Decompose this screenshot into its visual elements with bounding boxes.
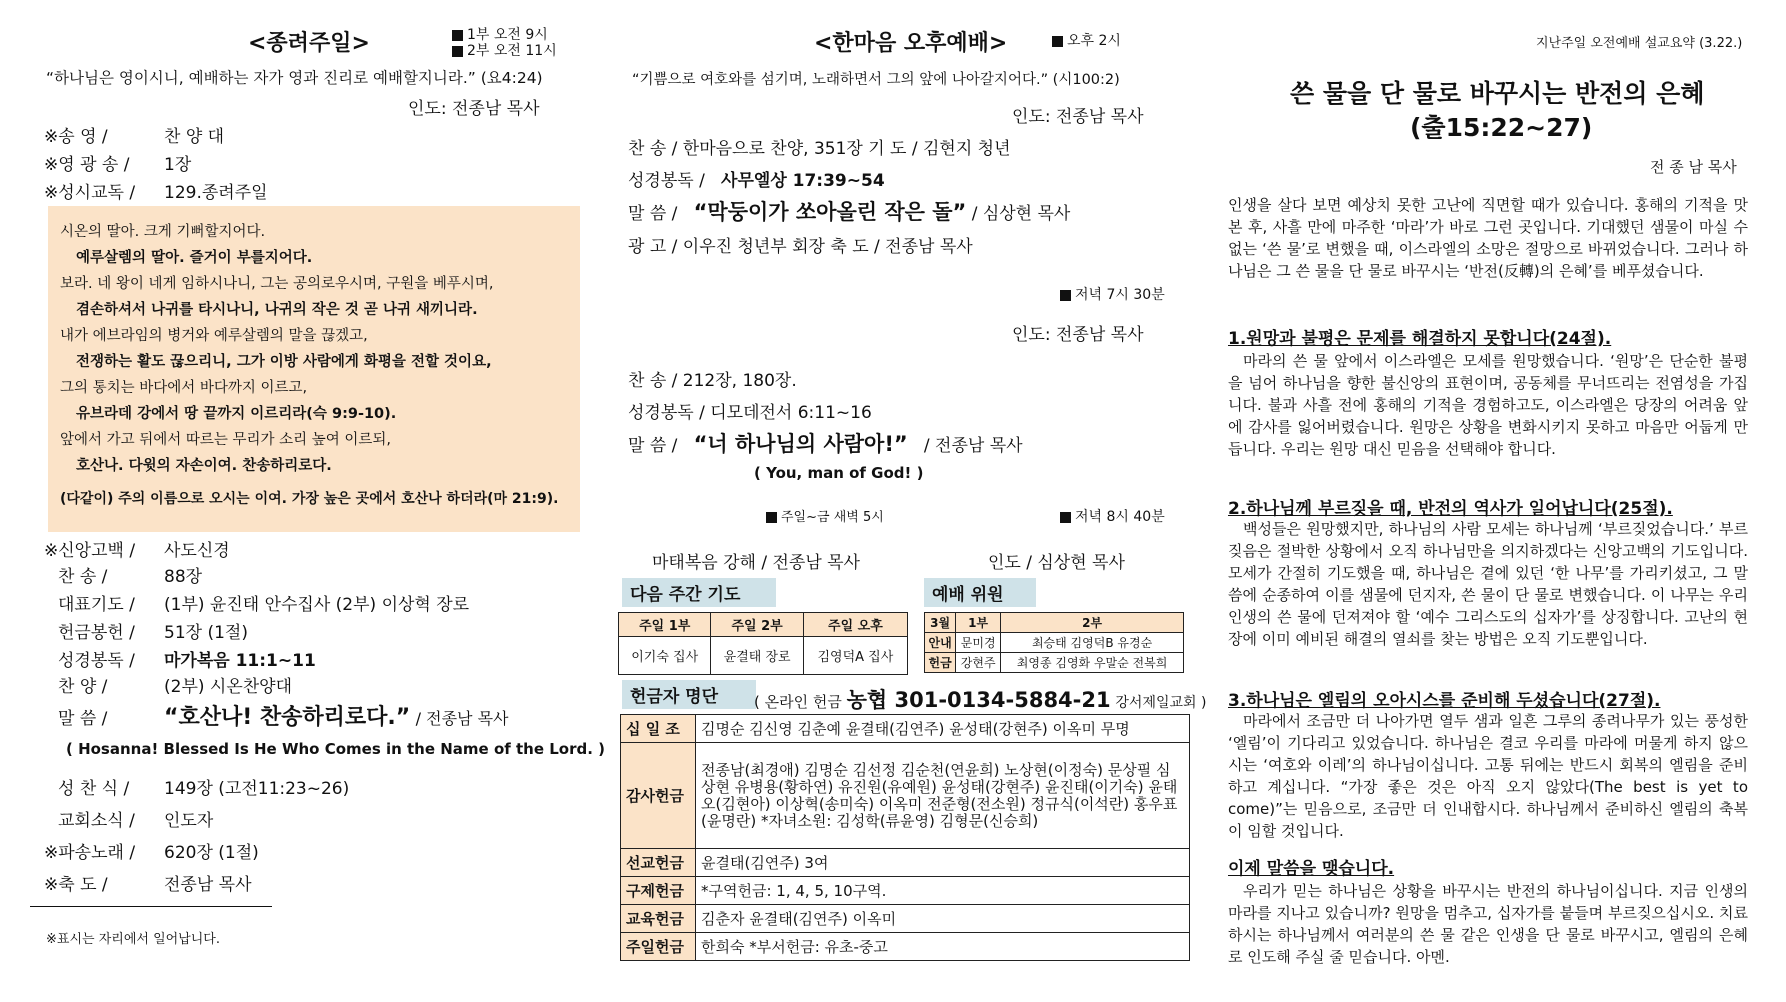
order-item: ※파송노래 / 620장 (1절): [44, 843, 259, 863]
reading-line: 예루살렘의 딸아. 즐거이 부를지어다.: [76, 250, 313, 266]
offering-kind: 구제헌금: [621, 877, 696, 905]
sermon-english: ( Hosanna! Blessed Is He Who Comes in the Name of the Lord. ): [66, 740, 606, 758]
committee-head: 1부: [956, 613, 1001, 633]
offering-names: *구역헌금: 1, 4, 5, 10구역.: [696, 877, 1190, 905]
order-item: 성경봉독 / 마가복음 11:1~11: [58, 651, 316, 671]
offering-kind: 선교헌금: [621, 849, 696, 877]
left-title: <종려주일>: [248, 31, 370, 56]
footnote-divider: [30, 906, 272, 907]
bullet-square-icon: [452, 30, 463, 41]
prayer-cell: 김영덕A 집사: [803, 637, 907, 675]
order-item: ※성시교독 / 129.종려주일: [44, 183, 268, 203]
summary-intro: 인생을 살다 보면 예상치 못한 고난에 직면할 때가 있습니다. 홍해의 기적을 맛본 후, 사흘 만에 마주한 ‘마라’가 바로 그런 곳입니다. 기대했던 샘물이 마실 수 없는 ‘쓴 물’로 변했을 때, 이스라엘의 소망은 절망으로 바뀌었습니다. 그러나 하나님은 그 쓴 물을 단 물로 바꾸시는 ‘반전(反轉)의 은혜’를 베푸셨습니다.: [1228, 196, 1748, 280]
section-paragraph: 우리가 믿는 하나님은 상황을 바꾸시는 반전의 하나님이십니다. 지금 인생의 마라를 지나고 있습니까? 원망을 멈추고, 십자가를 붙들며 부르짖으십시오. 치료하시는 하나님께서 여러분의 쓴 물 같은 인생을 단 물로 바꾸시고, 엘림의 은혜로 인도해 주실 줄 믿습니다. 아멘.: [1228, 882, 1748, 966]
mid-verse: “기쁨으로 여호와를 섬기며, 노래하면서 그의 앞에 나아갈지어다.” (시100:2): [632, 72, 1120, 88]
summary-header: 지난주일 오전예배 설교요약 (3.22.): [1536, 36, 1743, 51]
section-paragraph: 마라에서 조금만 더 나아가면 열두 샘과 일흔 그루의 종려나무가 있는 풍성한 ‘엘림’이 기다리고 있었습니다. 하나님은 결코 우리를 마라에 머물게 하지 않으시는 ‘여호와 이레’의 하나님이십니다. 고통 뒤에는 반드시 회복의 엘림을 준비하고 계십니다. “가장 좋은 것은 아직 오지 않았다(The best is yet to come)”는 믿음으로, 조금만 더 인내합시다. 하나님께서 준비하신 엘림의 축복이 임할 것입니다.: [1228, 712, 1748, 840]
afternoon-row: 광 고 / 이우진 청년부 회장 축 도 / 전종남 목사: [628, 237, 973, 257]
section-paragraph: 마라의 쓴 물 앞에서 이스라엘은 모세를 원망했습니다. ‘원망’은 단순한 불평을 넘어 하나님을 향한 불신앙의 표현이며, 공동체를 무너뜨리는 전염성을 가집니다. 불과 사흘 전에 홍해의 기적을 경험하고도, 이스라엘은 당장의 어려움 앞에 감사를 잃어버렸습니다. 원망은 상황을 변화시키지 못하고 마음만 어둡게 만듭니다. 우리는 원망 대신 믿음을 선택해야 합니다.: [1228, 352, 1748, 458]
offering-kind: 주일헌금: [621, 933, 696, 961]
offering-kind: 감사헌금: [621, 743, 696, 849]
afternoon-sermon-row: 말 씀 / “막둥이가 쏘아올린 작은 돌” / 심상현 목사: [628, 200, 1071, 224]
committee-head: 3월: [925, 613, 956, 633]
committee-table: [924, 612, 1184, 673]
sunday-worship-column: [0, 0, 606, 1002]
committee-cell: 최승태 김영덕B 유경순: [1001, 633, 1184, 653]
section-heading: 이제 말씀을 맺습니다.: [1228, 859, 1395, 879]
order-item: 찬 양 / (2부) 시온찬양대: [58, 677, 293, 697]
bullet-square-icon: [452, 46, 463, 57]
reading-line: (다같이) 주의 이름으로 오시는 이여. 가장 높은 곳에서 호산나 하더라(마 21:9).: [60, 491, 559, 507]
bullet-square-icon: [766, 512, 777, 523]
dawn-time: 주일~금 새벽 5시: [766, 506, 884, 525]
section-paragraph: 백성들은 원망했지만, 하나님의 사람 모세는 하나님께 ‘부르짖었습니다.’ 부르짖음은 절박한 상황에서 오직 하나님만을 의지하겠다는 신앙고백의 기도입니다. 모세가 간절히 기도했을 때, 하나님은 곁에 있던 ‘한 나무’를 가리키셨고, 그 말씀에 순종하여 이를 샘물에 던지자, 쓴 물이 단 물로 변했습니다. 이 나무는 우리 인생의 쓴 물에 던져져야 할 ‘예수 그리스도의 십자가’를 상징합니다. 고난의 현장에 이미 예비된 해결의 열쇠를 찾는 방법은 오직 기도뿐입니다.: [1228, 520, 1748, 648]
section-heading: 1.원망과 불평은 문제를 해결하지 못합니다(24절).: [1228, 329, 1612, 349]
summary-title: 쓴 물을 단 물로 바꾸시는 반전의 은혜: [1290, 79, 1705, 108]
sermon-row: 말 씀 / “호산나! 찬송하리로다.” / 전종남 목사: [58, 705, 509, 730]
order-item: 찬 송 / 88장: [58, 567, 203, 587]
responsive-reading-box: [48, 206, 580, 532]
evening-leader: 인도: 전종남 목사: [1012, 325, 1144, 345]
order-item: ※영 광 송 / 1장: [44, 155, 192, 175]
prayer-cell: 윤결태 장로: [711, 637, 803, 675]
evening-time: 저녁 7시 30분: [1060, 284, 1165, 304]
night-service: 인도 / 심상현 목사: [988, 553, 1125, 573]
evening-row: 성경봉독 / 디모데전서 6:11~16: [628, 403, 872, 423]
committee-cell: 문미경: [956, 633, 1001, 653]
afternoon-row: 찬 송 / 한마음으로 찬양, 351장 기 도 / 김현지 청년: [628, 139, 1011, 159]
committee-head: 2부: [1001, 613, 1184, 633]
section-heading: 2.하나님께 부르짖을 때, 반전의 역사가 일어납니다(25절).: [1228, 499, 1673, 519]
sermon-title: “호산나! 찬송하리로다.”: [164, 705, 411, 730]
bank-account: 농협 301-0134-5884-21: [846, 688, 1111, 712]
section-heading: 3.하나님은 엘림의 오아시스를 준비해 두셨습니다(27절).: [1228, 691, 1661, 711]
reading-line: 전쟁하는 활도 끊으리니, 그가 이방 사람에게 화평을 전할 것이요,: [76, 354, 492, 370]
evening-row: 찬 송 / 212장, 180장.: [628, 371, 797, 391]
offering-names: 김명순 김신영 김춘예 윤결태(김연주) 윤성태(강현주) 이옥미 무명: [696, 715, 1190, 743]
offering-table: [620, 714, 1190, 961]
reading-line: 내가 에브라임의 병거와 예루살렘의 말을 끊겠고,: [60, 328, 368, 344]
reading-line: 앞에서 가고 뒤에서 따르는 무리가 소리 높여 이르되,: [60, 432, 392, 448]
committee-cell: 안내: [925, 633, 956, 653]
offering-names: 윤결태(김연주) 3여: [696, 849, 1190, 877]
reading-line: 그의 통치는 바다에서 바다까지 이르고,: [60, 380, 308, 396]
order-item: ※축 도 / 전종남 목사: [44, 875, 252, 895]
offering-names: 한희숙 *부서헌금: 유초-중고: [696, 933, 1190, 961]
order-item: 교회소식 / 인도자: [58, 811, 214, 831]
night-time: 저녁 8시 40분: [1060, 506, 1165, 526]
committee-cell: 최영종 김영화 우말순 전복희: [1001, 653, 1184, 673]
reading-line: 호산나. 다윗의 자손이여. 찬송하리로다.: [76, 458, 332, 474]
dawn-service: 마태복음 강해 / 전종남 목사: [652, 553, 860, 573]
call-to-worship-verse: “하나님은 영이시니, 예배하는 자가 영과 진리로 예배할지니라.” (요4:24): [46, 69, 543, 87]
evening-sermon-english: ( You, man of God! ): [754, 464, 924, 482]
reading-line: 유브라데 강에서 땅 끝까지 이르리라(슥 9:9-10).: [76, 406, 397, 422]
committee-cell: 강현주: [956, 653, 1001, 673]
prayer-head: 주일 1부: [619, 613, 711, 637]
prayer-head: 주일 오후: [803, 613, 907, 637]
evening-sermon-row: 말 씀 / “너 하나님의 사람아!” / 전종남 목사: [628, 432, 1023, 456]
bullet-square-icon: [1060, 512, 1071, 523]
donor-title: 헌금자 명단: [622, 680, 756, 709]
reading-line: 시온의 딸아. 크게 기뻐할지어다.: [60, 224, 266, 240]
prayer-cell: 이기숙 집사: [619, 637, 711, 675]
order-item: ※신앙고백 / 사도신경: [44, 541, 230, 561]
order-item: 대표기도 / (1부) 윤진태 안수집사 (2부) 이상혁 장로: [58, 595, 470, 615]
online-offering: ( 온라인 헌금 농협 301-0134-5884-21 강서제일교회 ): [754, 688, 1207, 712]
order-item: 성 찬 식 / 149장 (고전11:23~26): [58, 779, 350, 799]
prayer-table: [618, 612, 908, 675]
summary-scripture: (출15:22~27): [1410, 113, 1593, 142]
reading-line: 보라. 네 왕이 네게 임하시나니, 그는 공의로우시며, 구원을 베푸시며,: [60, 276, 494, 292]
mid-title: <한마음 오후예배>: [814, 31, 1008, 56]
afternoon-time: 오후 2시: [1052, 30, 1121, 50]
bullet-square-icon: [1060, 290, 1071, 301]
summary-author: 전 종 남 목사: [1650, 158, 1737, 176]
service-time-2: 2부 오전 11시: [452, 40, 557, 60]
offering-kind: 십 일 조: [621, 715, 696, 743]
order-item: 헌금봉헌 / 51장 (1절): [58, 623, 248, 643]
order-item: ※송 영 / 찬 양 대: [44, 127, 225, 147]
offering-names: 김춘자 윤결태(김연주) 이옥미: [696, 905, 1190, 933]
offering-kind: 교육헌금: [621, 905, 696, 933]
mid-leader: 인도: 전종남 목사: [1012, 107, 1144, 127]
bullet-square-icon: [1052, 36, 1063, 47]
afternoon-row: 성경봉독 / 사무엘상 17:39~54: [628, 171, 885, 191]
footnote: ※표시는 자리에서 일어납니다.: [46, 932, 220, 947]
reading-line: 겸손하셔서 나귀를 타시나니, 나귀의 작은 것 곧 나귀 새끼니라.: [76, 302, 478, 318]
offering-names: 전종남(최경애) 김명순 김선정 김순천(연윤희) 노상현(이정숙) 문상필 심상현 유병용(황하연) 유진원(유예원) 윤성태(강현주) 윤진태(이기숙) 윤태오(김현아) 이상혁(송미숙) 이옥미 전준형(전소원) 정규식(이석란) 홍우표(윤명란) *자녀소원: 김성학(류윤영) 김형문(신승희): [696, 743, 1190, 849]
committee-title: 예배 위원: [924, 578, 1036, 607]
prayer-title: 다음 주간 기도: [622, 578, 776, 607]
left-leader: 인도: 전종남 목사: [408, 99, 540, 119]
service-time-1: 1부 오전 9시: [452, 24, 548, 44]
prayer-head: 주일 2부: [711, 613, 803, 637]
committee-cell: 헌금: [925, 653, 956, 673]
